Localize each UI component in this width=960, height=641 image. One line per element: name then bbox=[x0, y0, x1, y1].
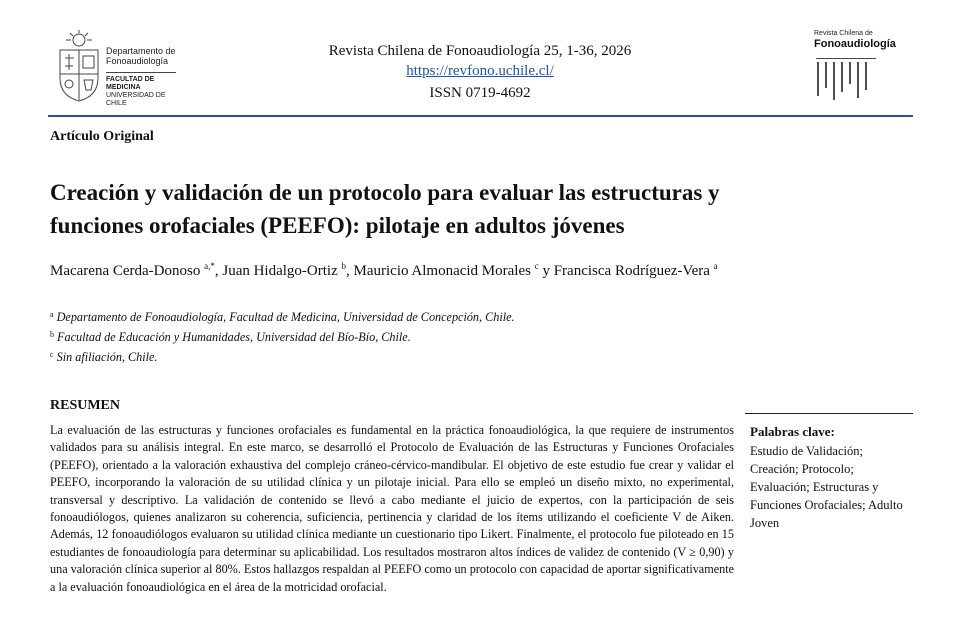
faculty-line: FACULTAD DE MEDICINA bbox=[106, 76, 155, 91]
author-sup: c bbox=[534, 261, 539, 271]
journal-bars-icon bbox=[816, 58, 876, 102]
affiliations bbox=[50, 306, 515, 366]
title-line2: funciones orofaciales (PEEFO): pilotaje en adultos jóvenes bbox=[50, 213, 625, 238]
article-title bbox=[50, 176, 850, 242]
journal-link[interactable]: https://revfono.uchile.cl/ bbox=[406, 63, 554, 79]
abstract-heading: RESUMEN bbox=[50, 398, 121, 413]
journal-logo-line1: Revista Chilena de bbox=[814, 30, 873, 37]
page-header bbox=[0, 0, 960, 118]
keywords-rule bbox=[745, 413, 913, 414]
keywords-heading: Palabras clave: bbox=[750, 424, 835, 439]
affiliation-text: Facultad de Educación y Humanidades, Universidad del Bío-Bío, Chile. bbox=[57, 330, 411, 344]
journal-logo bbox=[814, 30, 914, 110]
author-sup: b bbox=[341, 261, 346, 271]
keywords-list: Estudio de Validación; Creación; Protocolo; Evaluación; Estructuras y Funciones Orofaciales; Adulto Joven bbox=[750, 444, 903, 530]
affiliation-text: Departamento de Fonoaudiología, Facultad de Medicina, Universidad de Concepción, Chile. bbox=[56, 310, 515, 324]
author-sup: a,* bbox=[204, 261, 215, 271]
affiliation-item bbox=[50, 346, 515, 366]
author-name: Juan Hidalgo-Ortiz bbox=[222, 263, 338, 279]
author-sup: a bbox=[713, 261, 718, 271]
dept-line1: Departamento de bbox=[106, 46, 176, 56]
header-rule bbox=[48, 115, 913, 117]
article-type: Artículo Original bbox=[50, 129, 154, 144]
affiliation-item bbox=[50, 326, 515, 346]
author-name: Mauricio Almonacid Morales bbox=[353, 263, 531, 279]
author-name: Francisca Rodríguez-Vera bbox=[553, 263, 710, 279]
affiliation-item bbox=[50, 306, 515, 326]
university-line: UNIVERSIDAD DE CHILE bbox=[106, 92, 166, 107]
affiliation-text: Sin afiliación, Chile. bbox=[56, 350, 158, 364]
author-list: Macarena Cerda-Donoso $^{a,*}$, Juan Hidalgo-Ortiz $^b$, Mauricio Almonacid Morales $^c$ y Francisca Rodríguez-Vera $^a$ bbox=[50, 261, 718, 279]
dept-line2: Fonoaudiología bbox=[106, 56, 169, 66]
affiliation-sup: c bbox=[50, 350, 54, 359]
abstract-body: La evaluación de las estructuras y funciones orofaciales es fundamental en la práctica fonoaudiológica, la que requiere de instrumentos validados para su análisis integral. En este marco, se desarrolló el Protocolo de Evaluación de las Estructuras y Funciones Orofaciales (PEEFO), orientado a la valoración exhaustiva del complejo cráneo-cérvico-mandibular. El objetivo de este estudio fue crear y validar el PEEFO, incorporando la valoración de su utilidad clínica y un pilotaje inicial. Para ello se empleó un diseño mixto, no experimental, transversal y descriptivo. La validación de contenido se llevó a cabo mediante el juicio de expertos, con la participación de seis fonoaudiólogos, quienes analizaron su coherencia, suficiencia, pertinencia y claridad de los ítems utilizando el coeficiente V de Aiken. Además, 12 fonoaudiólogos evaluaron su utilidad clínica mediante un cuestionario tipo Likert. Finalmente, el protocolo fue piloteado en 15 estudiantes de fonoaudiología para determinar su aplicabilidad. Los resultados mostraron altos índices de validez de contenido (V ≥ 0,90) y una valoración clínica superior al 80%. Estos hallazgos respaldan al PEEFO como un protocolo con capacidad de aportar significativamente a la evaluación fonoaudiológica en el área de la motricidad orofacial. bbox=[50, 423, 734, 594]
issn: ISSN 0719-4692 bbox=[429, 85, 531, 101]
journal-citation: Revista Chilena de Fonoaudiología 25, 1-36, 2026 bbox=[328, 43, 632, 59]
affiliation-sup: a bbox=[50, 310, 54, 319]
affiliation-sup: b bbox=[50, 330, 54, 339]
journal-logo-line2: Fonoaudiología bbox=[814, 38, 896, 50]
author-name: Macarena Cerda-Donoso bbox=[50, 263, 201, 279]
title-line1: Creación y validación de un protocolo para evaluar las estructuras y bbox=[50, 180, 720, 205]
